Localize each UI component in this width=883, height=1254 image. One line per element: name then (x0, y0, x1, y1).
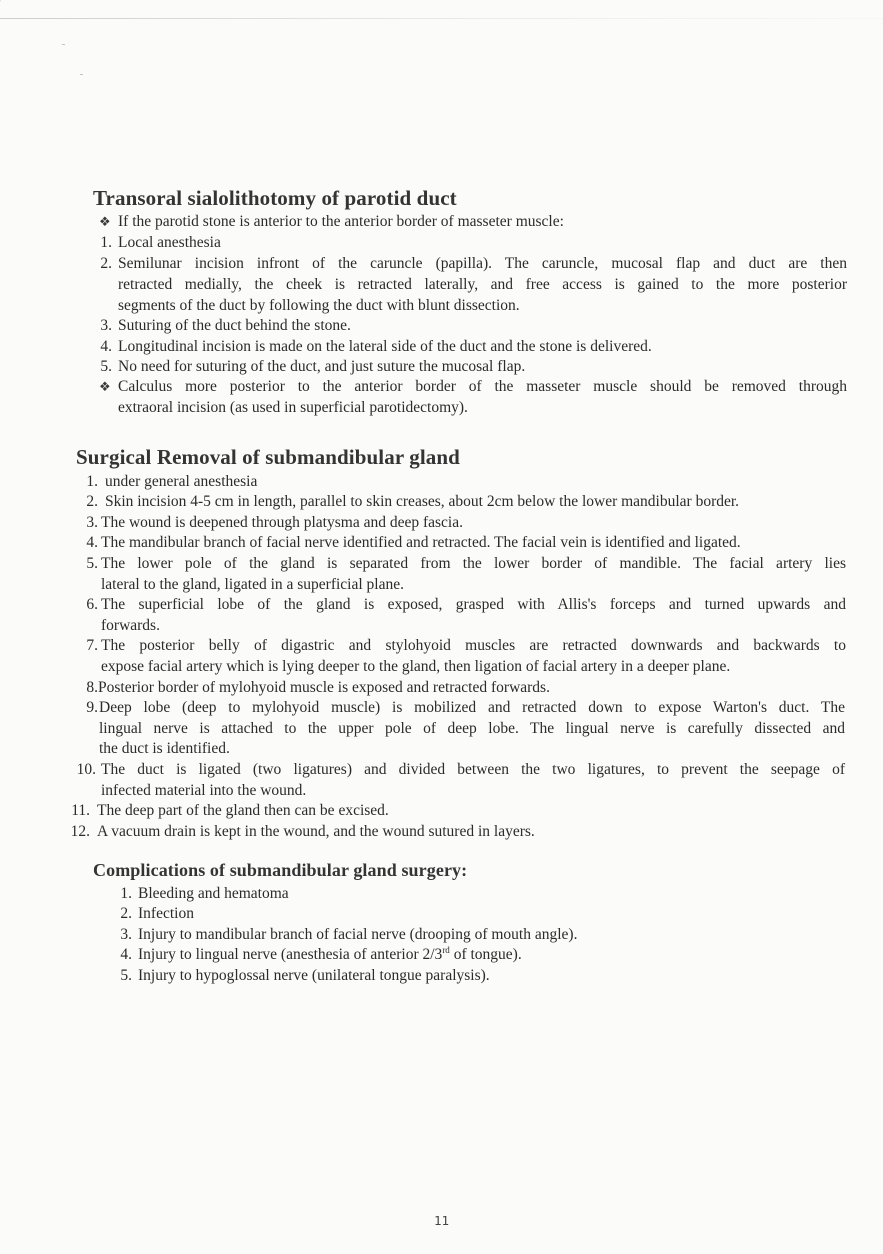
list-item-text: under general anesthesia (105, 473, 258, 490)
list-number: 6. (86, 596, 98, 613)
bullet-text: Calculus more posterior to the anterior border of the masseter muscle should be removed through (118, 378, 847, 395)
list-item-text: Local anesthesia (118, 234, 221, 251)
list-number: 3. (100, 317, 112, 334)
list-number: 1. (86, 473, 98, 490)
list-number: 4. (120, 946, 132, 963)
list-number: 2. (86, 493, 98, 510)
list-item-text: The wound is deepened through platysma and deep fascia. (101, 514, 463, 531)
list-number: 5. (86, 555, 98, 572)
list-number: 5. (120, 967, 132, 984)
list-item-text: retracted medially, the cheek is retracted laterally, and free access is gained to the more posterior (118, 276, 847, 293)
list-item-text: Injury to hypoglossal nerve (unilateral tongue paralysis). (138, 967, 490, 984)
list-item-text: The deep part of the gland then can be excised. (97, 802, 389, 819)
list-item-text: Semilunar incision infront of the caruncle (papilla). The caruncle, mucosal flap and duct are then (118, 255, 847, 272)
list-item-text: expose facial artery which is lying deeper to the gland, then ligation of facial artery in a deeper plane. (101, 658, 731, 675)
list-item-text: lateral to the gland, ligated in a superficial plane. (101, 576, 404, 593)
list-item-text: forwards. (101, 617, 160, 634)
list-number: 1. (100, 234, 112, 251)
list-item-text: Longitudinal incision is made on the lateral side of the duct and the stone is delivered. (118, 338, 652, 355)
list-number: 4. (86, 534, 98, 551)
diamond-bullet-icon: ❖ (99, 214, 111, 229)
text-segment: Injury to lingual nerve (anesthesia of anterior 2/3 (138, 946, 443, 963)
list-item-text: segments of the duct by following the duct with blunt dissection. (118, 297, 520, 314)
section-title-parotid: Transoral sialolithotomy of parotid duct (93, 186, 457, 210)
scan-edge-line (0, 18, 883, 19)
list-number: 1. (120, 885, 132, 902)
list-number: 11. (71, 802, 90, 819)
list-number: 3. (86, 514, 98, 531)
diamond-bullet-icon: ❖ (99, 379, 111, 394)
list-item-text: Injury to mandibular branch of facial nerve (drooping of mouth angle). (138, 926, 578, 943)
list-item-text: infected material into the wound. (101, 782, 307, 799)
list-number: 4. (100, 338, 112, 355)
list-number: 7. (86, 637, 98, 654)
scan-speck (62, 44, 65, 45)
list-item-text: Skin incision 4-5 cm in length, parallel to skin creases, about 2cm below the lower mandibular border. (105, 493, 740, 510)
list-item-text: Bleeding and hematoma (138, 885, 289, 902)
list-number: 8. (86, 679, 98, 696)
list-number: 3. (120, 926, 132, 943)
bullet-text: extraoral incision (as used in superficial parotidectomy). (118, 399, 468, 416)
list-item-text: The duct is ligated (two ligatures) and divided between the two ligatures, to prevent the seepage of (101, 761, 845, 778)
list-item-text: Posterior border of mylohyoid muscle is exposed and retracted forwards. (98, 679, 550, 696)
section-title-complications: Complications of submandibular gland surgery: (93, 860, 468, 880)
list-number: 2. (100, 255, 112, 272)
list-item-text: No need for suturing of the duct, and just suture the mucosal flap. (118, 358, 526, 375)
superscript: rd (442, 945, 450, 955)
list-item-text: the duct is identified. (99, 740, 230, 757)
list-item-text: Infection (138, 905, 194, 922)
section-title-submandibular: Surgical Removal of submandibular gland (76, 445, 460, 469)
bullet-text: If the parotid stone is anterior to the anterior border of masseter muscle: (118, 213, 564, 230)
list-item-text: Suturing of the duct behind the stone. (118, 317, 351, 334)
scan-speck (80, 74, 83, 75)
page-number: 11 (433, 1213, 450, 1228)
list-item-text: lingual nerve is attached to the upper pole of deep lobe. The lingual nerve is carefully dissected and (99, 720, 845, 737)
list-item-text: The posterior belly of digastric and stylohyoid muscles are retracted downwards and backwards to (101, 637, 846, 654)
scan-corner-mark (0, 0, 21, 30)
list-number: 10. (76, 761, 96, 778)
list-item-text (138, 945, 522, 965)
list-number: 12. (70, 823, 90, 840)
text-segment: of tongue). (449, 946, 522, 963)
list-number: 2. (120, 905, 132, 922)
list-item-text: The superficial lobe of the gland is exposed, grasped with Allis's forceps and turned upwards and (101, 596, 846, 613)
list-item-text: The lower pole of the gland is separated from the lower border of mandible. The facial artery lies (101, 555, 846, 572)
list-number: 5. (100, 358, 112, 375)
list-item-text: A vacuum drain is kept in the wound, and the wound sutured in layers. (97, 823, 535, 840)
list-item-text: Deep lobe (deep to mylohyoid muscle) is mobilized and retracted down to expose Warton's duct. The (99, 699, 845, 716)
list-number: 9. (86, 699, 98, 716)
list-item-text: The mandibular branch of facial nerve identified and retracted. The facial vein is identified and ligated. (101, 534, 741, 551)
